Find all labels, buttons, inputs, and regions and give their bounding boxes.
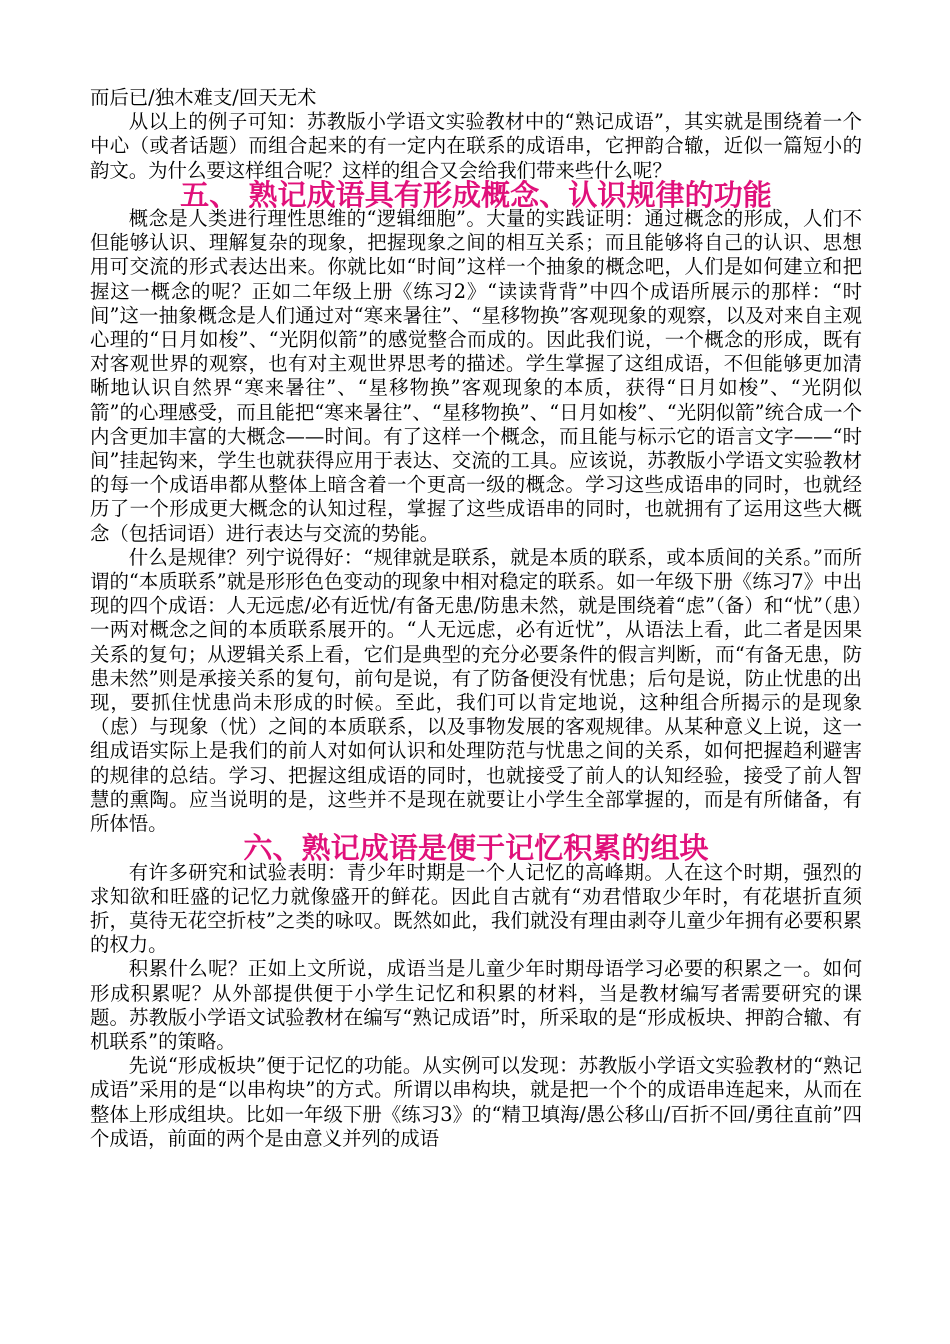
paragraph: 什么是规律？列宁说得好：“规律就是联系，就是本质的联系，或本质间的关系。”而所谓的“本质联系”就是形形色色变动的现象中相对稳定的联系。如一年级下册《练习7》中出现的四个成语：人无远虑/必有近忧/有备无患/防患未然，就是围绕着“虑”（备）和“忧”（患）一两对概念之间的本质联系展开的。“人无远虑，必有近忧”，从语法上看，此二者是因果关系的复句；从逻辑关系上看，它们是典型的充分必要条件的假言判断，而“有备无患，防患未然”则是承接关系的复句，前句是说，有了防备便没有忧患；后句是说，防止忧患的出现，要抓住忧患尚未形成的时候。至此，我们可以肯定地说，这种组合所揭示的是现象（虑）与现象（忧）之间的本质联系，以及事物发展的客观规律。从某种意义上说，这一组成语实际上是我们的前人对如何认识和处理防范与忧患之间的关系，如何把握趋利避害的规律的总结。学习、把握这组成语的同时，也就接受了前人的认知经验，接受了前人智慧的熏陶。应当说明的是，这些并不是现在就要让小学生全部掌握的，而是有所储备，有所体悟。 (90, 545, 862, 836)
paragraph: 有许多研究和试验表明：青少年时期是一个人记忆的高峰期。人在这个时期，强烈的求知欲和旺盛的记忆力就像盛开的鲜花。因此自古就有“劝君惜取少年时，有花堪折直须折，莫待无花空折枝”之类的咏叹。既然如此，我们就没有理由剥夺儿童少年拥有必要积累的权力。 (90, 860, 862, 957)
paragraph: 而后已/独木难支/回天无术 (90, 86, 317, 109)
document-page (90, 86, 862, 1151)
paragraph: 先说“形成板块”便于记忆的功能。从实例可以发现：苏教版小学语文实验教材的“熟记成语”采用的是“以串构块”的方式。所谓以串构块，就是把一个个的成语串连起来，从而在整体上形成组块。比如一年级下册《练习3》的“精卫填海/愚公移山/百折不回/勇往直前”四个成语，前面的两个是由意义并列的成语 (90, 1054, 862, 1150)
section-heading: 六、熟记成语是便于记忆积累的组块 (243, 831, 709, 866)
paragraph: 从以上的例子可知：苏教版小学语文实验教材中的“熟记成语”，其实就是围绕着一个中心（或者话题）而组合起来的有一定内在联系的成语串，它押韵合辙，近似一篇短小的韵文。为什么要这样组合呢？这样的组合又会给我们带来些什么呢？ (90, 110, 862, 182)
paragraph: 积累什么呢？正如上文所说，成语当是儿童少年时期母语学习必要的积累之一。如何形成积累呢？从外部提供便于小学生记忆和积累的材料，当是教材编写者需要研究的课题。苏教版小学语文试验教材在编写“熟记成语”时，所采取的是“形成板块、押韵合辙、有机联系”的策略。 (90, 957, 862, 1053)
paragraph: 概念是人类进行理性思维的“逻辑细胞”。大量的实践证明：通过概念的形成，人们不但能够认识、理解复杂的现象，把握现象之间的相互关系；而且能够将自己的认识、思想用可交流的形式表达出来。你就比如“时间”这样一个抽象的概念吧，人们是如何建立和把握这一概念的呢？正如二年级上册《练习2》“读读背背”中四个成语所展示的那样：“时间”这一抽象概念是人们通过对“寒来暑往”、“星移物换”客观现象的观察，以及对来自主观心理的“日月如梭”、“光阴似箭”的感觉整合而成的。因此我们说，一个概念的形成，既有对客观世界的观察，也有对主观世界思考的描述。学生掌握了这组成语，不但能够更加清晰地认识自然界“寒来暑往”、“星移物换”客观现象的本质，获得“日月如梭”、“光阴似箭”的心理感受，而且能把“寒来暑往”、“星移物换”、“日月如梭”、“光阴似箭”统合成一个内含更加丰富的大概念——时间。有了这样一个概念，而且能与标示它的语言文字——“时间”挂起钩来，学生也就获得应用于表达、交流的工具。应该说，苏教版小学语文实验教材的每一个成语串都从整体上暗含着一个更高一级的概念。学习这些成语串的同时，也就经历了一个形成更大概念的认知过程，掌握了这些成语串的同时，也就拥有了运用这些大概念（包括词语）进行表达与交流的势能。 (90, 207, 862, 545)
section-heading: 五、 熟记成语具有形成概念、认识规律的功能 (180, 177, 772, 212)
